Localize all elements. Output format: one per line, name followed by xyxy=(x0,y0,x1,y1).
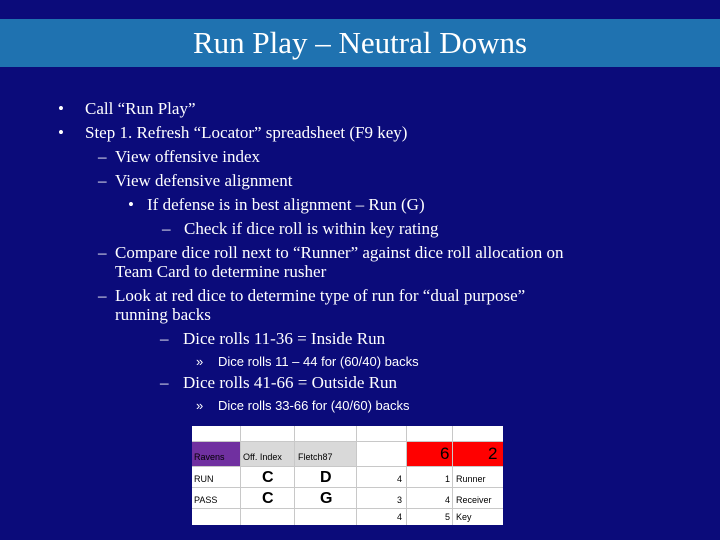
bullet-compare-dice-line-2: Team Card to determine rusher xyxy=(115,262,327,281)
bullet-inside-run-backs: Dice rolls 11 – 44 for (60/40) backs xyxy=(218,354,419,369)
red-dice-1: 6 xyxy=(440,444,450,463)
bullet-outside-run: Dice rolls 41-66 = Outside Run xyxy=(183,373,398,392)
dice-num-b: 4 xyxy=(445,495,451,505)
bullet-dash: – xyxy=(98,171,107,190)
bullet-step-1: Step 1. Refresh “Locator” spreadsheet (F9 key) xyxy=(85,123,408,142)
bullet-dot: • xyxy=(58,123,64,142)
grid-line xyxy=(452,426,453,525)
bullet-offensive-index: View offensive index xyxy=(115,147,261,166)
bullet-compare-dice-line-1: Compare dice roll next to “Runner” against dice roll allocation on xyxy=(115,243,564,262)
bullet-outside-run-backs: Dice rolls 33-66 for (40/60) backs xyxy=(218,398,410,413)
grid-line xyxy=(294,426,295,525)
grid-line xyxy=(192,508,503,509)
bullet-raquo: » xyxy=(196,398,204,413)
dice-num-a: 3 xyxy=(397,495,403,505)
player-rating-run: D xyxy=(320,469,332,486)
dice-num-b: 1 xyxy=(445,474,451,484)
bullet-defensive-alignment: View defensive alignment xyxy=(115,171,293,190)
grid-line xyxy=(192,487,503,488)
bullet-dot: • xyxy=(128,195,134,214)
bullet-key-rating: Check if dice roll is within key rating xyxy=(184,219,439,238)
bullet-red-dice-line-1: Look at red dice to determine type of run for “dual purpose” xyxy=(115,286,526,305)
bullet-dot: • xyxy=(58,99,64,118)
off-index-pass: C xyxy=(262,490,274,507)
locator-spreadsheet xyxy=(192,426,503,525)
grid-line xyxy=(240,426,241,525)
slide-title: Run Play – Neutral Downs xyxy=(192,25,528,60)
red-dice-2: 2 xyxy=(488,444,498,463)
title-bar xyxy=(0,19,720,67)
row-label-pass: PASS xyxy=(194,495,218,505)
grid-line xyxy=(192,466,503,467)
off-index-run: C xyxy=(262,469,274,486)
bullet-dash: – xyxy=(160,329,169,348)
bullet-raquo: » xyxy=(196,354,204,369)
player-rating-pass: G xyxy=(320,490,333,507)
bullet-dash: – xyxy=(98,147,107,166)
grid-line xyxy=(406,426,407,525)
bullet-dash: – xyxy=(160,373,169,392)
role-runner: Runner xyxy=(456,474,486,484)
dice-num-a: 4 xyxy=(397,512,403,522)
role-key: Key xyxy=(456,512,472,522)
bullet-dash: – xyxy=(162,219,171,238)
bullet-red-dice-line-2: running backs xyxy=(115,305,211,324)
bullet-best-alignment: If defense is in best alignment – Run (G) xyxy=(147,195,425,214)
dice-num-a: 4 xyxy=(397,474,403,484)
row-label-run: RUN xyxy=(194,474,214,484)
bullet-dash: – xyxy=(98,243,107,262)
header-off-index: Off. Index xyxy=(243,452,282,462)
header-player: Fletch87 xyxy=(298,452,333,462)
grid-line xyxy=(192,441,503,442)
bullet-call-run-play: Call “Run Play” xyxy=(85,99,196,118)
team-name: Ravens xyxy=(194,452,225,462)
bullet-dash: – xyxy=(98,286,107,305)
grid-line xyxy=(356,426,357,525)
bullet-inside-run: Dice rolls 11-36 = Inside Run xyxy=(183,329,386,348)
dice-num-b: 5 xyxy=(445,512,451,522)
role-receiver: Receiver xyxy=(456,495,492,505)
